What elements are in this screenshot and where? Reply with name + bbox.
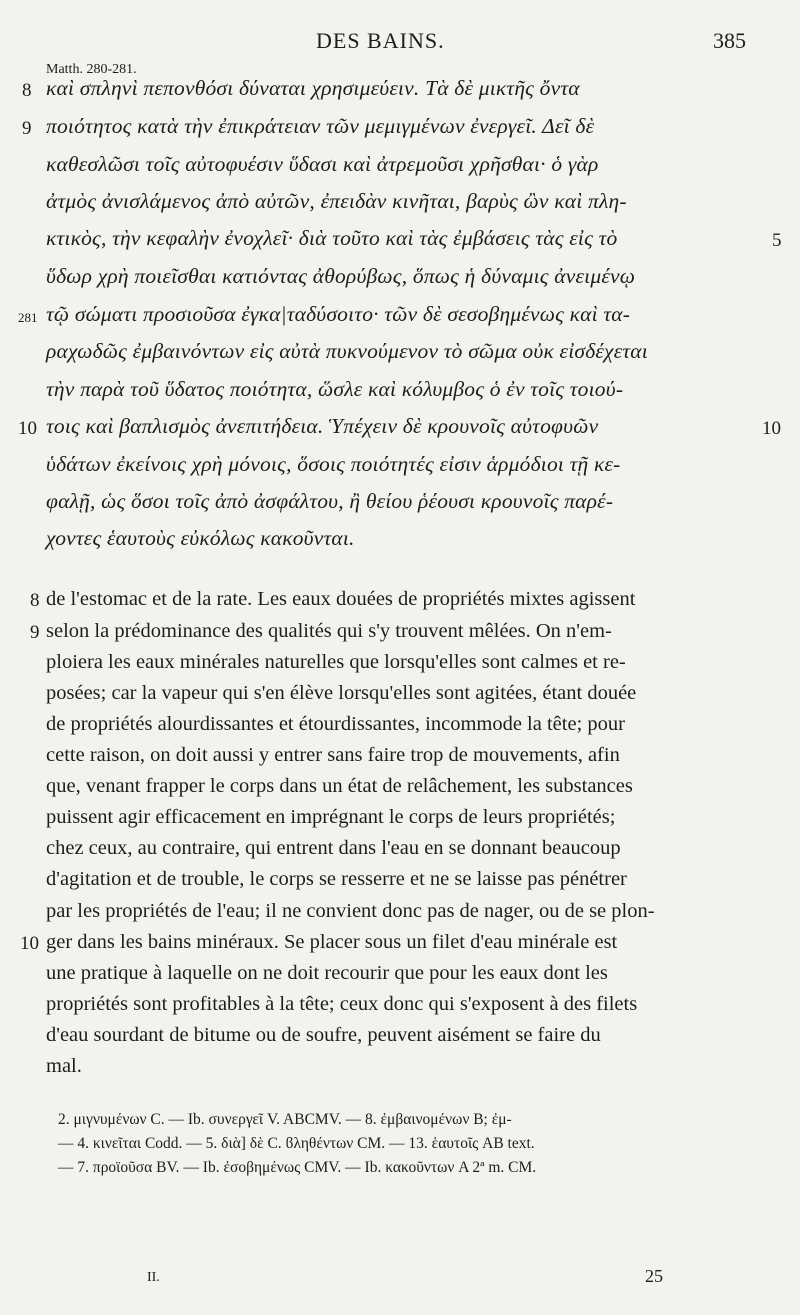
greek-line: κτικὸς, τὴν κεφαλὴν ἐνοχλεῖ· διὰ τοῦτο καὶ τὰς ἐμβάσεις τὰς εἰς τὸ — [46, 226, 618, 250]
french-line: d'agitation et de trouble, le corps se resserre et ne se laisse pas pénétrer — [46, 868, 627, 890]
french-line: selon la prédominance des qualités qui s'y trouvent mêlées. On n'em- — [46, 620, 612, 642]
line-number: 9 — [30, 622, 40, 643]
folio-number: 281 — [18, 310, 38, 325]
greek-line: ὑδάτων ἐκείνοις χρὴ μόνοις, ὅσοις ποιότητές εἰσιν ἁρμόδιοι τῇ κε- — [46, 452, 621, 476]
french-line: puissent agir efficacement en imprégnant le corps de leurs propriétés; — [46, 806, 616, 828]
french-line: posées; car la vapeur qui s'en élève lorsqu'elles sont agitées, étant douée — [46, 682, 637, 704]
edition-reference: Matth. 280-281. — [46, 62, 137, 77]
footnote-line: 2. μιγνυμένων C. — Ib. συνεργεῖ V. ABCMV. — 8. ἐμβαινομένων B; ἐμ- — [58, 1111, 512, 1128]
french-line: ger dans les bains minéraux. Se placer sous un filet d'eau minérale est — [46, 931, 618, 953]
greek-line: ραχωδῶς ἐμβαινόντων εἰς αὐτὰ πυκνούμενον τὸ σῶμα οὐκ εἰσδέχεται — [46, 339, 648, 363]
greek-line: χοντες ἑαυτοὺς εὐκόλως κακοῦνται. — [46, 526, 355, 550]
line-number: 10 — [20, 933, 39, 954]
line-number: 10 — [762, 418, 781, 439]
gathering-number: 25 — [645, 1266, 663, 1286]
running-title: DES BAINS. — [316, 28, 445, 53]
line-number: 10 — [18, 418, 37, 439]
greek-line: ποιότητος κατὰ τὴν ἐπικράτειαν τῶν μεμιγμένων ἐνεργεῖ. Δεῖ δὲ — [46, 114, 595, 138]
french-line: par les propriétés de l'eau; il ne convient donc pas de nager, ou de se plon- — [46, 900, 655, 922]
greek-line: ὕδωρ χρὴ ποιεῖσθαι κατιόντας ἀθορύβως, ὅπως ἡ δύναμις ἀνειμένῳ — [46, 264, 636, 288]
line-number: 8 — [22, 80, 32, 101]
french-line: une pratique à laquelle on ne doit recourir que pour les eaux dont les — [46, 962, 608, 984]
french-line: d'eau sourdant de bitume ou de soufre, peuvent aisément se faire du — [46, 1024, 601, 1046]
greek-line: τοις καὶ βαπλισμὸς ἀνεπιτήδεια. Ὑπέχειν δὲ κρουνοῖς αὐτοφυῶν — [46, 414, 599, 438]
greek-line: τῷ σώματι προσιοῦσα ἐγκα|ταδύσοιτο· τῶν δὲ σεσοβημένως καὶ τα- — [46, 302, 631, 326]
french-line: propriétés sont profitables à la tête; ceux donc qui s'exposent à des filets — [46, 993, 638, 1015]
line-number: 8 — [30, 590, 40, 611]
footnote-line: — 7. προϊοῦσα BV. — Ib. ἐσοβημένως CMV. — Ib. κακοῦντων A 2ª m. CM. — [58, 1159, 537, 1176]
greek-line: τὴν παρὰ τοῦ ὕδατος ποιότητα, ὥσλε καὶ κόλυμβος ὁ ἐν τοῖς τοιού- — [46, 377, 624, 401]
greek-line: καθεσλῶσι τοῖς αὐτοφυέσιν ὕδασι καὶ ἀτρεμοῦσι χρῆσθαι· ὁ γὰρ — [46, 152, 599, 176]
greek-line: ἀτμὸς ἀνισλάμενος ἀπὸ αὐτῶν, ἐπειδὰν κινῆται, βαρὺς ὢν καὶ πλη- — [46, 189, 627, 213]
french-line: chez ceux, au contraire, qui entrent dans l'eau en se donnant beaucoup — [46, 837, 621, 859]
greek-line: καὶ σπληνὶ πεπονθόσι δύναται χρησιμεύειν. Τὰ δὲ μικτῆς ὄντα — [46, 76, 580, 100]
french-line: ploiera les eaux minérales naturelles que lorsqu'elles sont calmes et re- — [46, 651, 626, 673]
footnote-line: — 4. κινεῖται Codd. — 5. διὰ] δὲ C. ϐληθέντων CM. — 13. ἑαυτοῖς AB text. — [58, 1135, 535, 1152]
french-line: de propriétés alourdissantes et étourdissantes, incommode la tête; pour — [46, 713, 625, 735]
greek-line: φαλῇ, ὡς ὅσοι τοῖς ἀπὸ ἀσφάλτου, ἢ θείου ῥέουσι κρουνοῖς παρέ- — [46, 489, 614, 513]
french-line: de l'estomac et de la rate. Les eaux douées de propriétés mixtes agissent — [46, 588, 636, 610]
footnotes — [58, 1108, 758, 1180]
line-number: 9 — [22, 118, 32, 139]
page-number: 385 — [713, 28, 746, 53]
french-line: que, venant frapper le corps dans un état de relâchement, les substances — [46, 775, 633, 797]
line-number: 5 — [772, 230, 782, 251]
running-header — [0, 28, 800, 58]
signature-mark: II. — [147, 1270, 160, 1285]
french-line: mal. — [46, 1055, 82, 1077]
french-line: cette raison, on doit aussi y entrer sans faire trop de mouvements, afin — [46, 744, 620, 766]
